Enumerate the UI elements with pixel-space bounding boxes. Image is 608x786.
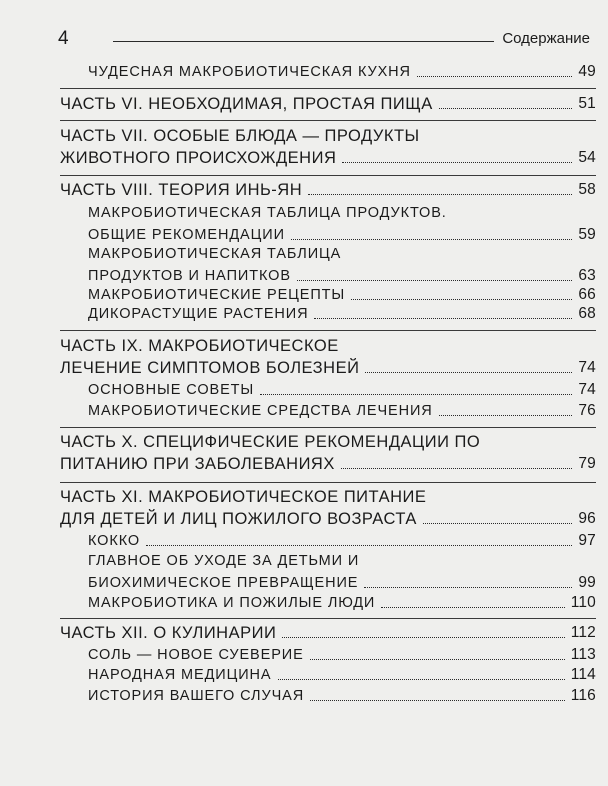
toc-entry-page: 68 [578, 305, 596, 322]
dot-leader [310, 659, 565, 660]
toc-entry-title: МАКРОБИОТИКА И ПОЖИЛЫЕ ЛЮДИ [88, 595, 376, 611]
toc-sub-entry [88, 530, 596, 552]
toc-part-entry [60, 622, 596, 644]
dot-leader [314, 318, 572, 319]
toc-entry-title: НАРОДНАЯ МЕДИЦИНА [88, 667, 272, 683]
toc-entry-title: ИСТОРИЯ ВАШЕГО СЛУЧАЯ [88, 688, 305, 704]
toc-entry-title-cont: ДЛЯ ДЕТЕЙ И ЛИЦ ПОЖИЛОГО ВОЗРАСТА [60, 510, 417, 528]
toc-entry-title: ГЛАВНОЕ ОБ УХОДЕ ЗА ДЕТЬМИ И [88, 553, 360, 569]
dot-leader [351, 299, 572, 300]
toc-entry-title: МАКРОБИОТИЧЕСКАЯ ТАБЛИЦА [88, 246, 342, 262]
toc-entry-page: 79 [578, 455, 596, 472]
section-divider [60, 175, 596, 176]
toc-entry-page: 96 [578, 510, 596, 527]
toc-entry-page: 112 [570, 624, 596, 641]
toc-part-entry [60, 179, 596, 201]
toc-sub-entry [88, 379, 596, 401]
toc-entry-title: ДИКОРАСТУЩИЕ РАСТЕНИЯ [88, 306, 309, 322]
toc-entry-page: 58 [578, 181, 596, 198]
page-number: 4 [58, 28, 69, 49]
toc-entry-title: ЧУДЕСНАЯ МАКРОБИОТИЧЕСКАЯ КУХНЯ [88, 64, 411, 80]
toc-entry-title: ЧАСТЬ IX. МАКРОБИОТИЧЕСКОЕ [60, 337, 339, 355]
dot-leader [341, 468, 572, 469]
dot-leader [423, 523, 572, 524]
section-divider [60, 120, 596, 121]
toc-sub-entry [88, 592, 596, 614]
toc-entry-page: 76 [578, 402, 596, 419]
toc-part-entry [60, 431, 596, 475]
toc-entry-page: 59 [578, 226, 596, 243]
section-divider [60, 330, 596, 331]
section-divider [60, 618, 596, 619]
section-divider [60, 88, 596, 89]
toc-part-entry [60, 486, 596, 530]
toc-entry-title: ЧАСТЬ VIII. ТЕОРИЯ ИНЬ-ЯН [60, 181, 303, 199]
toc-entry-title: ЧАСТЬ XI. МАКРОБИОТИЧЕСКОЕ ПИТАНИЕ [60, 488, 427, 506]
toc-entry-title-cont: ЖИВОТНОГО ПРОИСХОЖДЕНИЯ [60, 149, 337, 167]
toc-entry-title: КОККО [88, 533, 141, 549]
toc-sub-entry [88, 303, 596, 325]
section-title: Содержание [502, 30, 590, 47]
toc-sub-entry [88, 644, 596, 666]
dot-leader [342, 162, 572, 163]
toc-entry-title: МАКРОБИОТИЧЕСКАЯ ТАБЛИЦА ПРОДУКТОВ. [88, 205, 447, 221]
section-divider [60, 427, 596, 428]
toc-entry-title: СОЛЬ — НОВОЕ СУЕВЕРИЕ [88, 647, 304, 663]
toc-entry-page: 97 [578, 532, 596, 549]
toc-entry-page: 51 [578, 95, 596, 112]
toc-entry-title: ОСНОВНЫЕ СОВЕТЫ [88, 382, 255, 398]
dot-leader [260, 394, 572, 395]
toc-entry-page: 66 [578, 286, 596, 303]
toc-entry-title: МАКРОБИОТИЧЕСКИЕ СРЕДСТВА ЛЕЧЕНИЯ [88, 403, 433, 419]
section-divider [60, 482, 596, 483]
dot-leader [297, 280, 572, 281]
toc-sub-entry [88, 664, 596, 686]
dot-leader [364, 587, 572, 588]
toc-entry [88, 61, 596, 83]
toc-sub-entry [88, 243, 596, 287]
toc-entry-page: 99 [578, 574, 596, 591]
toc-entry-page: 49 [578, 63, 596, 80]
toc-entry-page: 116 [570, 687, 596, 704]
toc-entry-page: 113 [570, 646, 596, 663]
toc-part-entry [60, 93, 596, 115]
dot-leader [146, 545, 572, 546]
toc-entry-title: ЧАСТЬ VI. НЕОБХОДИМАЯ, ПРОСТАЯ ПИЩА [60, 95, 433, 113]
dot-leader [308, 194, 572, 195]
toc-entry-page: 114 [570, 666, 596, 683]
toc-entry-page: 63 [578, 267, 596, 284]
toc-sub-entry [88, 685, 596, 707]
toc-sub-entry [88, 550, 596, 594]
dot-leader [291, 239, 572, 240]
dot-leader [439, 415, 573, 416]
toc-entry-title-cont: БИОХИМИЧЕСКОЕ ПРЕВРАЩЕНИЕ [88, 575, 359, 591]
toc-entry-title-cont: ОБЩИЕ РЕКОМЕНДАЦИИ [88, 227, 285, 243]
dot-leader [365, 372, 572, 373]
toc-entry-title-cont: ПРОДУКТОВ И НАПИТКОВ [88, 268, 291, 284]
toc-entry-title: ЧАСТЬ XII. О КУЛИНАРИИ [60, 624, 277, 642]
toc-entry-page: 110 [570, 594, 596, 611]
dot-leader [310, 700, 565, 701]
toc-entry-title: МАКРОБИОТИЧЕСКИЕ РЕЦЕПТЫ [88, 287, 346, 303]
dot-leader [381, 607, 564, 608]
toc-part-entry [60, 335, 596, 379]
dot-leader [417, 76, 572, 77]
toc-entry-title-cont: ЛЕЧЕНИЕ СИМПТОМОВ БОЛЕЗНЕЙ [60, 359, 360, 377]
toc-entry-page: 74 [578, 359, 596, 376]
toc-part-entry [60, 125, 596, 169]
toc-sub-entry [88, 202, 596, 246]
dot-leader [282, 637, 564, 638]
toc-sub-entry [88, 400, 596, 422]
dot-leader [278, 679, 565, 680]
toc-entry-page: 54 [578, 149, 596, 166]
toc-entry-title: ЧАСТЬ VII. ОСОБЫЕ БЛЮДА — ПРОДУКТЫ [60, 127, 420, 145]
dot-leader [439, 108, 573, 109]
toc-entry-title: ЧАСТЬ X. СПЕЦИФИЧЕСКИЕ РЕКОМЕНДАЦИИ ПО [60, 433, 481, 451]
toc-entry-title-cont: ПИТАНИЮ ПРИ ЗАБОЛЕВАНИЯХ [60, 455, 335, 473]
toc-entry-page: 74 [578, 381, 596, 398]
